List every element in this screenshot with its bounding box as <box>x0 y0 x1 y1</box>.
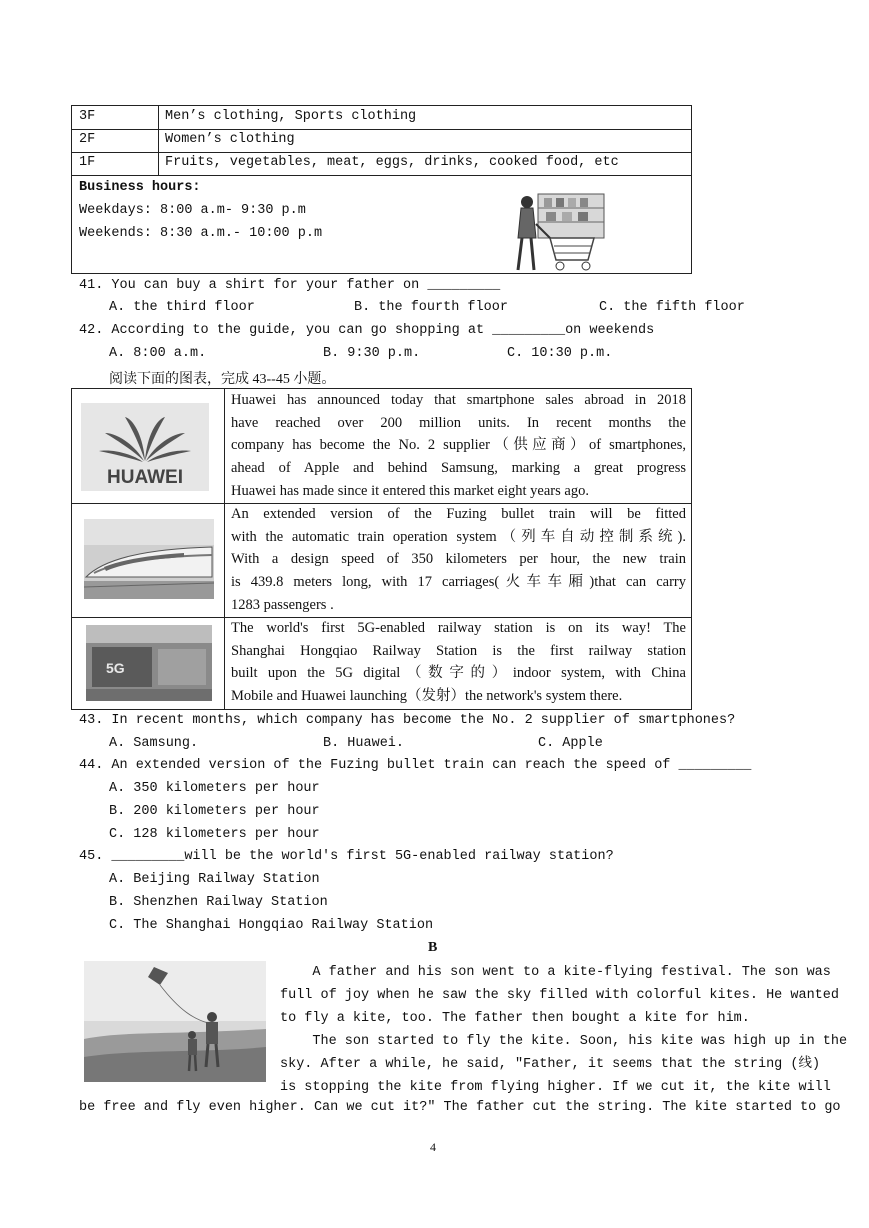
table-row <box>72 617 691 709</box>
passage-text: A father and his son went to a kite-flying festival. The son was full of joy when he saw the sky filled with colorful kites. He wanted to fly a kite, too. The father then bought a kite for him. The son started to fly the kite. Soon, his kite was high up in the sky. After a while, he said, "Father, it seems that the string (线) is stopping the kite from flying higher. If we cut it, the kite will <box>280 965 848 1095</box>
table-row <box>72 152 691 176</box>
question-41-option-a: A. the third floor <box>109 300 255 315</box>
5g-sign-text: 5G <box>106 660 125 676</box>
instruction-text: 阅读下面的图表，完成 43--45 小题。 <box>109 372 336 387</box>
table-row <box>72 106 691 130</box>
section-heading: B <box>428 940 438 955</box>
shopper-illustration <box>510 188 606 274</box>
question-45-option-a: A. Beijing Railway Station <box>109 872 320 887</box>
question-42-option-c: C. 10:30 p.m. <box>507 346 613 361</box>
news-text: An extended version of the Fuzing bullet train will be fitted with the automatic train operation system（列车自动控制系统). With a design speed of 350 kilometers per hour, the new train is 439.8 meters long, with 17 carriages(火车车厢)that can carry 1283 passengers . <box>231 506 686 613</box>
table-row <box>72 389 691 504</box>
question-44-option-b: B. 200 kilometers per hour <box>109 804 320 819</box>
question-41-stem: 41. You can buy a shirt for your father on _________ <box>79 278 501 293</box>
question-42-stem: 42. According to the guide, you can go shopping at _________on weekends <box>79 323 655 338</box>
question-45-option-b: B. Shenzhen Railway Station <box>109 895 328 910</box>
weekdays-hours: Weekdays: 8:00 a.m- 9:30 p.m <box>79 203 306 218</box>
question-44-option-c: C. 128 kilometers per hour <box>109 827 320 842</box>
page-number: 4 <box>430 1140 436 1154</box>
question-44-option-a: A. 350 kilometers per hour <box>109 781 320 796</box>
weekends-hours: Weekends: 8:30 a.m.- 10:00 p.m <box>79 226 323 241</box>
bullet-train-image <box>84 519 214 599</box>
floor-label: 3F <box>79 109 96 124</box>
question-42-option-a: A. 8:00 a.m. <box>109 346 207 361</box>
question-43-option-c: C. Apple <box>538 736 603 751</box>
question-45-option-c: C. The Shanghai Hongqiao Railway Station <box>109 918 434 933</box>
question-41-option-c: C. the fifth floor <box>599 300 745 315</box>
question-43-option-a: A. Samsung. <box>109 736 199 751</box>
floor-label: 1F <box>79 155 96 170</box>
passage-text-full-width: be free and fly even higher. Can we cut it?" The father cut the string. The kite started to go <box>79 1100 841 1115</box>
business-hours-heading: Business hours: <box>79 180 201 195</box>
floor-description: Fruits, vegetables, meat, eggs, drinks, cooked food, etc <box>165 155 619 170</box>
huawei-logo-text: HUAWEI <box>107 467 183 488</box>
floor-description: Women’s clothing <box>165 132 295 147</box>
kite-photo <box>84 961 266 1082</box>
news-text: Huawei has announced today that smartphone sales abroad in 2018 have reached over 200 million units. In recent months the company has become the No. 2 supplier（供应商）of smartphones, ahead of Apple and behind Samsung, marking a great progress Huawei has made since it entered this market eight years ago. <box>231 392 686 499</box>
huawei-logo-image <box>81 403 209 491</box>
table-row <box>72 129 691 153</box>
floor-description: Men’s clothing, Sports clothing <box>165 109 417 124</box>
floor-guide-table <box>71 105 692 274</box>
question-43-option-b: B. Huawei. <box>323 736 405 751</box>
question-45-stem: 45. _________will be the world's first 5G-enabled railway station? <box>79 849 614 864</box>
question-41-option-b: B. the fourth floor <box>354 300 508 315</box>
floor-label: 2F <box>79 132 96 147</box>
news-table <box>71 388 692 710</box>
5g-station-image <box>86 625 212 701</box>
table-row <box>72 503 691 618</box>
question-42-option-b: B. 9:30 p.m. <box>323 346 421 361</box>
question-43-stem: 43. In recent months, which company has become the No. 2 supplier of smartphones? <box>79 713 736 728</box>
question-44-stem: 44. An extended version of the Fuzing bullet train can reach the speed of _________ <box>79 758 752 773</box>
news-text: The world's first 5G-enabled railway station is on its way! The Shanghai Hongqiao Railway Station is the first railway station built upon the 5G digital（数字的）indoor system, with China Mobile and Huawei launching（发射）the network's system there. <box>231 620 686 705</box>
